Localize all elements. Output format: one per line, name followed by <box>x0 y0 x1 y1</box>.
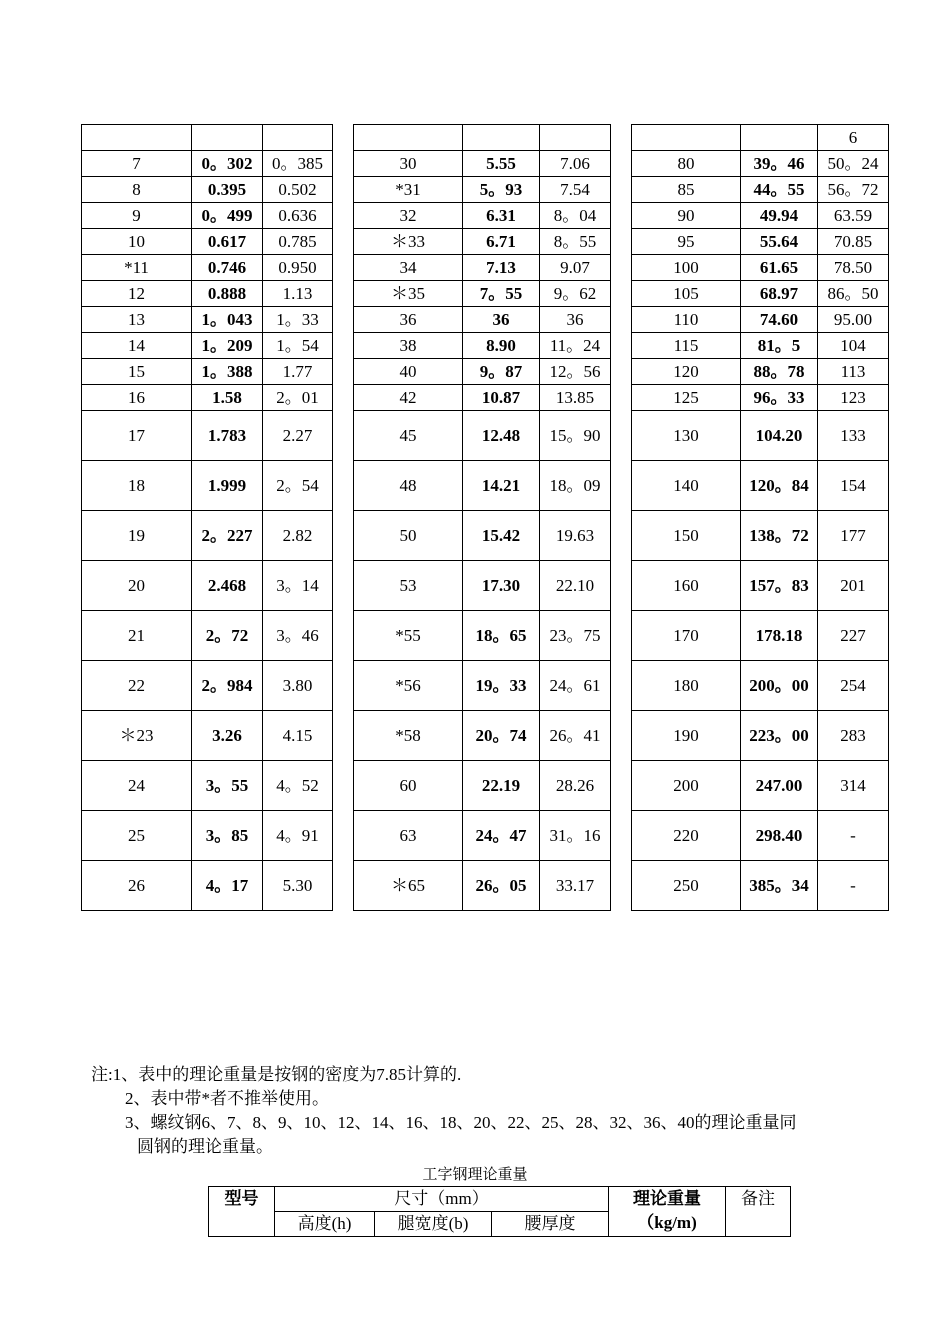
table-cell: 9。87 <box>463 359 540 385</box>
table-cell: 30 <box>354 151 463 177</box>
table-cell: 39。46 <box>741 151 818 177</box>
table-cell: ＊35 <box>354 281 463 307</box>
table-cell: 95.00 <box>818 307 889 333</box>
table-row <box>82 177 889 203</box>
table-cell: 120。84 <box>741 461 818 511</box>
table-cell: 42 <box>354 385 463 411</box>
table-cell: 21 <box>82 611 192 661</box>
table-cell: 17.30 <box>463 561 540 611</box>
table-cell: 314 <box>818 761 889 811</box>
table-row <box>82 561 889 611</box>
table-cell: 247.00 <box>741 761 818 811</box>
table-cell: 223。00 <box>741 711 818 761</box>
table-cell: 100 <box>632 255 741 281</box>
column-gap <box>611 861 632 911</box>
table-cell: 0.502 <box>263 177 333 203</box>
table-cell: 3。14 <box>263 561 333 611</box>
column-gap <box>333 661 354 711</box>
table-cell: 74.60 <box>741 307 818 333</box>
table-cell: 23。75 <box>540 611 611 661</box>
table-cell: 200 <box>632 761 741 811</box>
column-gap <box>611 203 632 229</box>
table-cell: 36 <box>463 307 540 333</box>
table-cell: 2。227 <box>192 511 263 561</box>
table-row <box>82 203 889 229</box>
table-cell: *58 <box>354 711 463 761</box>
table-cell: 8。55 <box>540 229 611 255</box>
table-cell: 2。54 <box>263 461 333 511</box>
table-cell: 123 <box>818 385 889 411</box>
table-cell <box>354 125 463 151</box>
table-cell <box>463 125 540 151</box>
column-gap <box>333 711 354 761</box>
ibeam-header-model: 型号 <box>209 1187 275 1237</box>
table-cell: 178.18 <box>741 611 818 661</box>
column-gap <box>611 229 632 255</box>
table-cell: 60 <box>354 761 463 811</box>
table-cell: 138。72 <box>741 511 818 561</box>
table-cell: 78.50 <box>818 255 889 281</box>
table-cell: 110 <box>632 307 741 333</box>
ibeam-header-weight-line2: （kg/m) <box>637 1213 697 1232</box>
table-cell: 88。78 <box>741 359 818 385</box>
table-cell: 32 <box>354 203 463 229</box>
column-gap <box>333 359 354 385</box>
table-cell: 0.785 <box>263 229 333 255</box>
table-cell: 5.30 <box>263 861 333 911</box>
column-gap <box>611 333 632 359</box>
column-gap <box>611 811 632 861</box>
table-cell: 7。55 <box>463 281 540 307</box>
table-cell: 56。72 <box>818 177 889 203</box>
table-cell: *31 <box>354 177 463 203</box>
table-cell: 5。93 <box>463 177 540 203</box>
table-cell <box>540 125 611 151</box>
table-cell: 0.888 <box>192 281 263 307</box>
column-gap <box>333 307 354 333</box>
table-cell: 4。91 <box>263 811 333 861</box>
table-cell: 104.20 <box>741 411 818 461</box>
table-row <box>82 411 889 461</box>
table-cell: 0.950 <box>263 255 333 281</box>
table-cell: 81。5 <box>741 333 818 359</box>
table-cell: 6 <box>818 125 889 151</box>
table-cell: 125 <box>632 385 741 411</box>
column-gap <box>611 661 632 711</box>
table-row <box>82 151 889 177</box>
table-cell: 9 <box>82 203 192 229</box>
table-cell: ＊23 <box>82 711 192 761</box>
table-cell: 13.85 <box>540 385 611 411</box>
table-cell: 283 <box>818 711 889 761</box>
table-cell: 22 <box>82 661 192 711</box>
note-3-continued: 圆钢的理论重量。 <box>137 1137 273 1156</box>
table-row <box>82 359 889 385</box>
table-cell: 10 <box>82 229 192 255</box>
table-cell: 0.395 <box>192 177 263 203</box>
table-cell: 1。043 <box>192 307 263 333</box>
table-cell: 2.82 <box>263 511 333 561</box>
table-cell: 68.97 <box>741 281 818 307</box>
table-cell: ＊33 <box>354 229 463 255</box>
table-row <box>82 761 889 811</box>
column-gap <box>611 307 632 333</box>
column-gap <box>611 125 632 151</box>
table-cell: 18。65 <box>463 611 540 661</box>
column-gap <box>611 255 632 281</box>
table-cell: 50。24 <box>818 151 889 177</box>
table-row <box>82 307 889 333</box>
table-cell: 7 <box>82 151 192 177</box>
table-cell: 18 <box>82 461 192 511</box>
table-cell: 14 <box>82 333 192 359</box>
table-cell: 80 <box>632 151 741 177</box>
table-cell: 63 <box>354 811 463 861</box>
table-cell: 38 <box>354 333 463 359</box>
column-gap <box>333 281 354 307</box>
column-gap <box>333 385 354 411</box>
ibeam-subheader-height: 高度(h) <box>275 1212 375 1237</box>
table-cell: 12.48 <box>463 411 540 461</box>
column-gap <box>611 411 632 461</box>
table-cell <box>192 125 263 151</box>
table-cell: 4。52 <box>263 761 333 811</box>
table-row <box>82 661 889 711</box>
table-cell: ＊65 <box>354 861 463 911</box>
table-cell: 385。34 <box>741 861 818 911</box>
table-cell: 90 <box>632 203 741 229</box>
table-cell: 19.63 <box>540 511 611 561</box>
ibeam-weight-table <box>208 1186 791 1237</box>
table-cell: 298.40 <box>741 811 818 861</box>
table-cell: 18。09 <box>540 461 611 511</box>
table-cell: 250 <box>632 861 741 911</box>
table-cell: 3.80 <box>263 661 333 711</box>
table-cell: 7.06 <box>540 151 611 177</box>
column-gap <box>611 177 632 203</box>
table-cell: 0.617 <box>192 229 263 255</box>
table-cell: 20。74 <box>463 711 540 761</box>
table-row <box>82 333 889 359</box>
table-cell: 220 <box>632 811 741 861</box>
table-cell: 24 <box>82 761 192 811</box>
table-cell: 22.19 <box>463 761 540 811</box>
ibeam-header-weight-line1: 理论重量 <box>633 1189 701 1208</box>
table-cell: 15.42 <box>463 511 540 561</box>
table-cell: 133 <box>818 411 889 461</box>
table-cell: 254 <box>818 661 889 711</box>
column-gap <box>333 177 354 203</box>
table-cell: 12 <box>82 281 192 307</box>
table-cell: 36 <box>540 307 611 333</box>
table-cell: 104 <box>818 333 889 359</box>
table-cell: 1.999 <box>192 461 263 511</box>
column-gap <box>611 761 632 811</box>
column-gap <box>611 711 632 761</box>
ibeam-header-remark: 备注 <box>726 1187 791 1237</box>
ibeam-title: 工字钢理论重量 <box>422 1167 528 1183</box>
table-cell: 15。90 <box>540 411 611 461</box>
note-3: 3、螺纹钢6、7、8、9、10、12、14、16、18、20、22、25、28、32、36、40的理论重量同 <box>125 1113 797 1132</box>
table-cell: 13 <box>82 307 192 333</box>
table-cell: 48 <box>354 461 463 511</box>
table-row <box>82 255 889 281</box>
table-row <box>82 861 889 911</box>
column-gap <box>333 511 354 561</box>
table-cell: 95 <box>632 229 741 255</box>
table-cell: 150 <box>632 511 741 561</box>
column-gap <box>611 611 632 661</box>
table-cell: 1。388 <box>192 359 263 385</box>
table-cell: 227 <box>818 611 889 661</box>
table-cell <box>82 125 192 151</box>
table-cell: 85 <box>632 177 741 203</box>
table-notes <box>91 1063 911 1159</box>
note-1: 注:1、表中的理论重量是按钢的密度为7.85计算的. <box>91 1065 462 1084</box>
table-row <box>82 711 889 761</box>
column-gap <box>611 461 632 511</box>
table-row <box>82 611 889 661</box>
table-cell: 44。55 <box>741 177 818 203</box>
table-cell: 26。41 <box>540 711 611 761</box>
table-cell: 190 <box>632 711 741 761</box>
table-cell: 14.21 <box>463 461 540 511</box>
table-cell: 180 <box>632 661 741 711</box>
table-cell: 24。61 <box>540 661 611 711</box>
table-cell: 200。00 <box>741 661 818 711</box>
table-cell: 201 <box>818 561 889 611</box>
column-gap <box>333 411 354 461</box>
column-gap <box>611 151 632 177</box>
steel-weight-table <box>81 124 889 911</box>
ibeam-subheader-leg-width: 腿宽度(b) <box>375 1212 492 1237</box>
table-cell: - <box>818 861 889 911</box>
table-cell: 11。24 <box>540 333 611 359</box>
table-row <box>82 461 889 511</box>
table-cell: 15 <box>82 359 192 385</box>
table-cell: 36 <box>354 307 463 333</box>
table-cell: 6.71 <box>463 229 540 255</box>
table-cell: 160 <box>632 561 741 611</box>
table-cell: 8 <box>82 177 192 203</box>
table-cell: 40 <box>354 359 463 385</box>
table-cell: 1。209 <box>192 333 263 359</box>
table-cell: 63.59 <box>818 203 889 229</box>
table-cell: 3。55 <box>192 761 263 811</box>
table-cell: 22.10 <box>540 561 611 611</box>
table-cell: 53 <box>354 561 463 611</box>
table-cell: 7.54 <box>540 177 611 203</box>
table-cell: 113 <box>818 359 889 385</box>
table-cell: 28.26 <box>540 761 611 811</box>
table-cell: 70.85 <box>818 229 889 255</box>
table-cell: *55 <box>354 611 463 661</box>
table-cell: 0。385 <box>263 151 333 177</box>
column-gap <box>333 761 354 811</box>
table-cell: 8。04 <box>540 203 611 229</box>
table-cell: 0.636 <box>263 203 333 229</box>
table-cell: 12。56 <box>540 359 611 385</box>
column-gap <box>333 861 354 911</box>
table-cell: 24。47 <box>463 811 540 861</box>
table-cell: 115 <box>632 333 741 359</box>
table-cell: 120 <box>632 359 741 385</box>
column-gap <box>333 611 354 661</box>
table-cell: 19 <box>82 511 192 561</box>
table-cell: 17 <box>82 411 192 461</box>
table-cell: 20 <box>82 561 192 611</box>
table-row <box>82 281 889 307</box>
column-gap <box>333 255 354 281</box>
table-cell: 170 <box>632 611 741 661</box>
table-cell: 2。984 <box>192 661 263 711</box>
ibeam-header-weight <box>609 1187 726 1237</box>
table-cell: 1.13 <box>263 281 333 307</box>
table-cell: 0.746 <box>192 255 263 281</box>
table-cell: 16 <box>82 385 192 411</box>
table-cell: *11 <box>82 255 192 281</box>
table-cell: 1.58 <box>192 385 263 411</box>
table-cell: 2.468 <box>192 561 263 611</box>
table-row <box>82 385 889 411</box>
table-cell: 33.17 <box>540 861 611 911</box>
column-gap <box>333 203 354 229</box>
table-cell: 9。62 <box>540 281 611 307</box>
table-row <box>82 229 889 255</box>
column-gap <box>333 151 354 177</box>
table-cell: 25 <box>82 811 192 861</box>
table-cell: 2.27 <box>263 411 333 461</box>
column-gap <box>333 461 354 511</box>
table-cell: 4。17 <box>192 861 263 911</box>
note-2: 2、表中带*者不推举使用。 <box>125 1089 329 1108</box>
column-gap <box>611 561 632 611</box>
column-gap <box>611 359 632 385</box>
table-cell: 8.90 <box>463 333 540 359</box>
table-cell: 50 <box>354 511 463 561</box>
table-cell: 4.15 <box>263 711 333 761</box>
table-cell: 9.07 <box>540 255 611 281</box>
column-gap <box>611 281 632 307</box>
table-row <box>82 511 889 561</box>
ibeam-subheader-waist: 腰厚度 <box>492 1212 609 1237</box>
table-cell: 3。85 <box>192 811 263 861</box>
column-gap <box>333 561 354 611</box>
table-cell: *56 <box>354 661 463 711</box>
table-cell: 86。50 <box>818 281 889 307</box>
table-cell <box>741 125 818 151</box>
column-gap <box>333 229 354 255</box>
column-gap <box>333 811 354 861</box>
table-cell: 55.64 <box>741 229 818 255</box>
column-gap <box>611 511 632 561</box>
table-cell: 49.94 <box>741 203 818 229</box>
table-cell <box>632 125 741 151</box>
table-cell: 7.13 <box>463 255 540 281</box>
table-cell: 3。46 <box>263 611 333 661</box>
column-gap <box>333 333 354 359</box>
table-cell: 105 <box>632 281 741 307</box>
table-cell: 130 <box>632 411 741 461</box>
table-cell <box>263 125 333 151</box>
table-cell: 96。33 <box>741 385 818 411</box>
table-cell: - <box>818 811 889 861</box>
table-cell: 0。499 <box>192 203 263 229</box>
table-cell: 1。33 <box>263 307 333 333</box>
table-cell: 1.783 <box>192 411 263 461</box>
table-cell: 31。16 <box>540 811 611 861</box>
table-cell: 34 <box>354 255 463 281</box>
table-cell: 2。72 <box>192 611 263 661</box>
table-cell: 5.55 <box>463 151 540 177</box>
table-cell: 3.26 <box>192 711 263 761</box>
column-gap <box>611 385 632 411</box>
table-row <box>82 125 889 151</box>
column-gap <box>333 125 354 151</box>
table-cell: 154 <box>818 461 889 511</box>
table-cell: 61.65 <box>741 255 818 281</box>
table-cell: 0。302 <box>192 151 263 177</box>
table-cell: 26。05 <box>463 861 540 911</box>
table-row <box>82 811 889 861</box>
table-cell: 157。83 <box>741 561 818 611</box>
table-cell: 2。01 <box>263 385 333 411</box>
table-cell: 177 <box>818 511 889 561</box>
table-cell: 140 <box>632 461 741 511</box>
table-cell: 1。54 <box>263 333 333 359</box>
table-cell: 26 <box>82 861 192 911</box>
table-cell: 6.31 <box>463 203 540 229</box>
ibeam-header-size: 尺寸（mm） <box>275 1187 609 1212</box>
table-cell: 45 <box>354 411 463 461</box>
table-cell: 10.87 <box>463 385 540 411</box>
table-cell: 19。33 <box>463 661 540 711</box>
table-cell: 1.77 <box>263 359 333 385</box>
